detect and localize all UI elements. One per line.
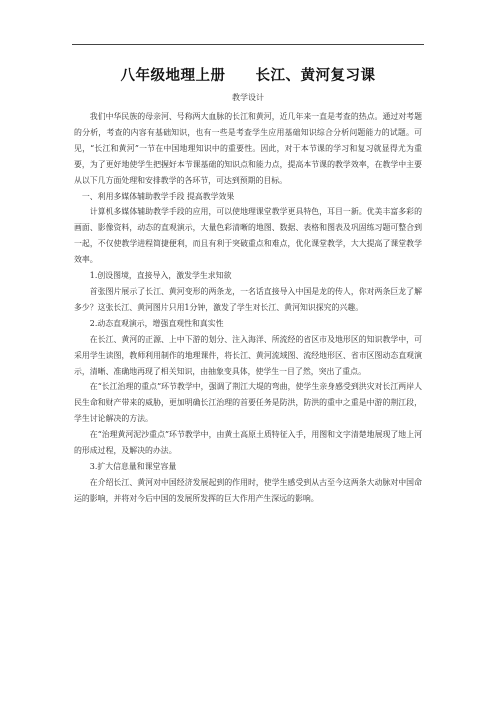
document-title: 八年级地理上册 长江、黄河复习课 bbox=[120, 68, 376, 84]
subsection-heading: 3.扩大信息量和课堂容量 bbox=[89, 461, 177, 471]
body-paragraph: 在介绍长江、黄河对中国经济发展起到的作用时，使学生感受到从古至今这两条大动脉对中国命运的影响，并将对今后中国的发展所发挥的巨大作用产生深远的影响。 bbox=[74, 477, 422, 503]
body-paragraph: 在“治理黄河泥沙重点”环节教学中，由黄土高原土质特征入手，用图和文字清楚地展现了地上河的形成过程，及解决的办法。 bbox=[74, 430, 422, 456]
document-subtitle: 教学设计 bbox=[232, 93, 264, 102]
intro-paragraph: 我们中华民族的母亲河、号称两大血脉的长江和黄河，近几年来一直是考查的热点。通过对考题的分析，考查的内容有基础知识，也有一些是考查学生应用基础知识综合分析问题能力的试题。可见，“长江和黄河”一节在中国地理知识中的重要性。因此，对于本节课的学习和复习就显得尤为重要，为了更好地使学生把握好本节课基础的知识点和能力点，提高本节课的教学效率，在教学中主要从以下几方面处理和安排教学的各环节，可达到预期的目标。 bbox=[74, 112, 422, 185]
body-paragraph: 在“长江治理的重点”环节教学中，强调了荆江大堤的弯曲，使学生亲身感受到洪灾对长江两岸人民生命和财产带来的威胁，更加明确长江治理的首要任务是防洪，防洪的重中之重是中游的荆江段，学生讨论解决的方法。 bbox=[74, 382, 422, 424]
section-heading: 一、利用多媒体辅助教学手段 提高教学效果 bbox=[81, 191, 235, 201]
body-paragraph: 首张图片展示了长江、黄河变形的两条龙，一名话直接导入中国是龙的传人，你对两条巨龙了解多少？这张长江、黄河图片只用1分钟，激发了学生对长江、黄河知识探究的兴趣。 bbox=[74, 286, 422, 312]
subsection-heading: 2.动态直观演示，增强直观性和真实性 bbox=[89, 318, 224, 328]
body-paragraph: 计算机多媒体辅助教学手段的应用，可以使地理课堂教学更具特色，耳目一新。优美丰富多彩的画面、影像资料，动态的直观演示，大量色彩清晰的地图、数据、表格和图表及巩固练习题可整合到一起，不仅使教学进程简捷便利，而且有利于突破重点和难点，优化课堂教学，大大提高了课堂教学效率。 bbox=[74, 207, 422, 265]
body-paragraph: 在长江、黄河的正源、上中下游的划分、注入海洋、所流经的省区市及地形区的知识教学中，可采用学生读图，教师利用制作的地理课件，将长江、黄河流域图、流经地形区、省市区图动态直观演示，清晰、准确地再现了相关知识，由抽象变具体，使学生一目了然，突出了重点。 bbox=[74, 334, 422, 376]
header-rule bbox=[72, 44, 424, 45]
document-body bbox=[74, 109, 422, 507]
subsection-heading: 1.创设图境，直接导入，激发学生求知欲 bbox=[89, 271, 232, 281]
